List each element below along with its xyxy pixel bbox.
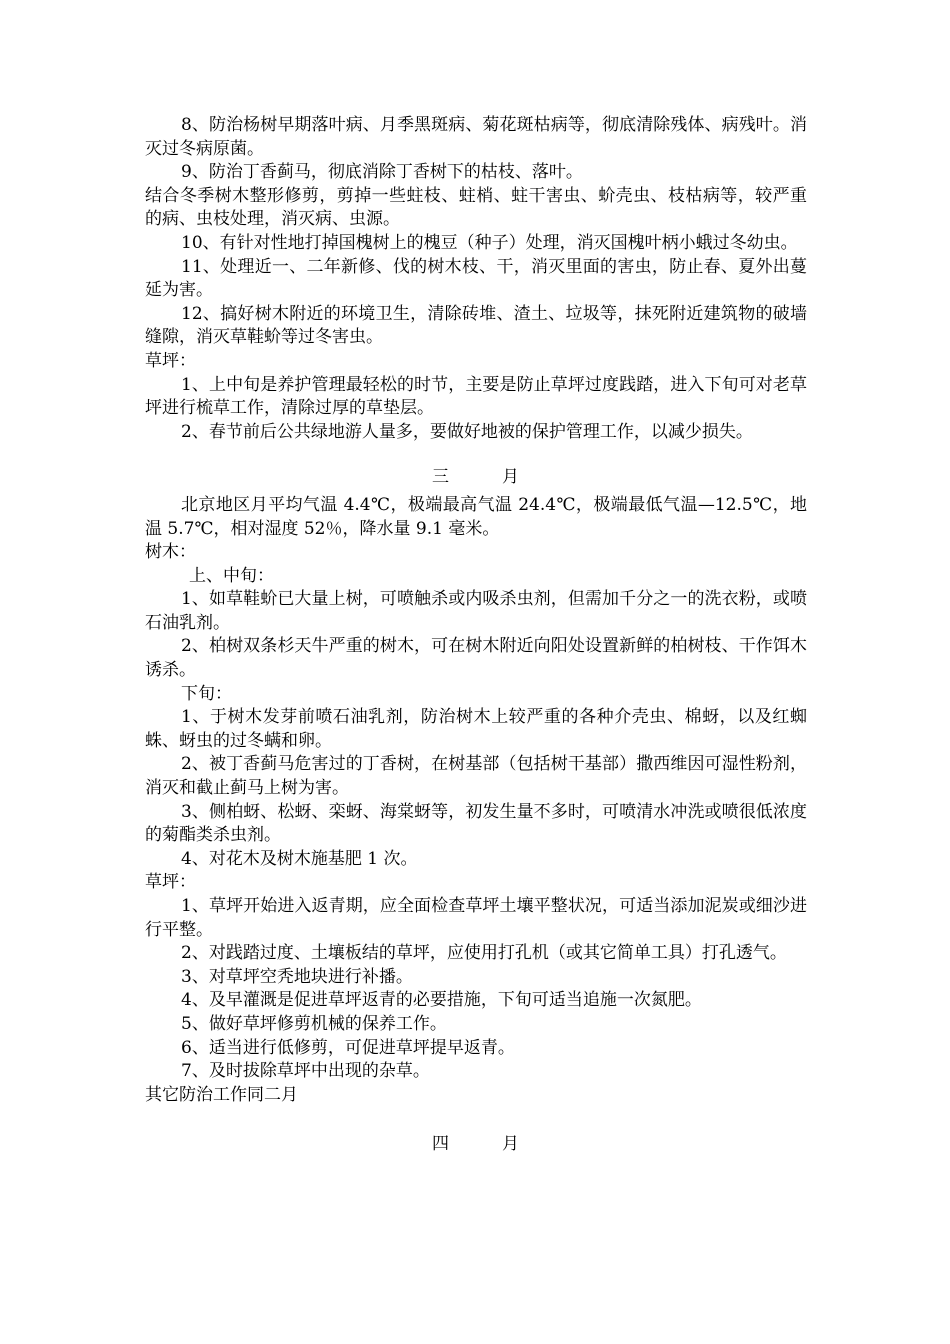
paragraph: 4、对花木及树木施基肥 1 次。 — [181, 848, 418, 869]
month-title-char: 月 — [502, 1134, 520, 1155]
paragraph: 2、春节前后公共绿地游人量多，要做好地被的保护管理工作，以减少损失。 — [181, 421, 753, 442]
section-heading: 树木： — [145, 542, 196, 563]
paragraph: 2、对践踏过度、土壤板结的草坪，应使用打孔机（或其它简单工具）打孔透气。 — [181, 943, 787, 964]
paragraph: 6、适当进行低修剪，可促进草坪提早返青。 — [181, 1037, 515, 1058]
paragraph: 3、对草坪空秃地块进行补播。 — [181, 966, 413, 987]
climate-paragraph: 北京地区月平均气温 4.4℃，极端最高气温 24.4℃，极端最低气温—12.5℃，地温 5.7℃，相对湿度 52％，降水量 9.1 毫米。 — [145, 494, 807, 539]
paragraph: 1、如草鞋蚧已大量上树，可喷触杀或内吸杀虫剂，但需加千分之一的洗衣粉，或喷石油乳剂。 — [145, 589, 807, 633]
paragraph: 9、防治丁香蓟马，彻底消除丁香树下的枯枝、落叶。 — [181, 162, 583, 183]
paragraph: 1、上中旬是养护管理最轻松的时节，主要是防止草坪过度践踏，进入下旬可对老草坪进行梳草工作，清除过厚的草垫层。 — [145, 374, 807, 419]
month-title-april — [145, 1133, 807, 1157]
sub-heading: 上、中旬： — [189, 565, 274, 586]
section-heading: 草坪： — [145, 350, 196, 371]
paragraph: 3、侧柏蚜、松蚜、栾蚜、海棠蚜等，初发生量不多时，可喷清水冲洗或喷很低浓度的菊酯类杀虫剂。 — [145, 801, 807, 846]
paragraph: 2、柏树双条杉天牛严重的树木，可在树木附近向阳处设置新鲜的柏树枝、干作饵木诱杀。 — [145, 636, 807, 681]
paragraph: 1、草坪开始进入返青期，应全面检查草坪土壤平整状况，可适当添加泥炭或细沙进行平整。 — [145, 896, 807, 940]
paragraph: 12、搞好树木附近的环境卫生，清除砖堆、渣土、垃圾等，抹死附近建筑物的破墙缝隙，消灭草鞋蚧等过冬害虫。 — [145, 303, 807, 348]
paragraph: 其它防治工作同二月 — [145, 1084, 298, 1105]
paragraph: 11、处理近一、二年新修、伐的树木枝、干，消灭里面的害虫，防止春、夏外出蔓延为害。 — [145, 256, 807, 301]
paragraph: 结合冬季树木整形修剪，剪掉一些蛀枝、蛀梢、蛀干害虫、蚧壳虫、枝枯病等，较严重的病、虫枝处理，消灭病、虫源。 — [145, 185, 807, 230]
paragraph: 10、有针对性地打掉国槐树上的槐豆（种子）处理，消灭国槐叶柄小蛾过冬幼虫。 — [181, 232, 798, 253]
month-title-char: 月 — [502, 467, 520, 488]
document-page — [145, 114, 807, 1161]
month-title-char: 三 — [432, 467, 450, 488]
paragraph: 5、做好草坪修剪机械的保养工作。 — [181, 1013, 447, 1034]
paragraph: 2、被丁香蓟马危害过的丁香树，在树基部（包括树干基部）撒西维因可湿性粉剂，消灭和截止蓟马上树为害。 — [145, 754, 807, 799]
paragraph: 7、及时拔除草坪中出现的杂草。 — [181, 1061, 430, 1082]
paragraph: 4、及早灌溉是促进草坪返青的必要措施，下旬可适当追施一次氮肥。 — [181, 990, 702, 1011]
month-title-march — [145, 466, 807, 490]
month-title-char: 四 — [432, 1134, 450, 1155]
section-heading: 草坪： — [145, 872, 196, 893]
paragraph: 1、于树木发芽前喷石油乳剂，防治树木上较严重的各种介壳虫、棉蚜，以及红蜘蛛、蚜虫的过冬螨和卵。 — [145, 707, 807, 751]
sub-heading: 下旬： — [181, 683, 232, 704]
paragraph: 8、防治杨树早期落叶病、月季黑斑病、菊花斑枯病等，彻底清除残体、病残叶。消灭过冬病原菌。 — [145, 115, 807, 159]
